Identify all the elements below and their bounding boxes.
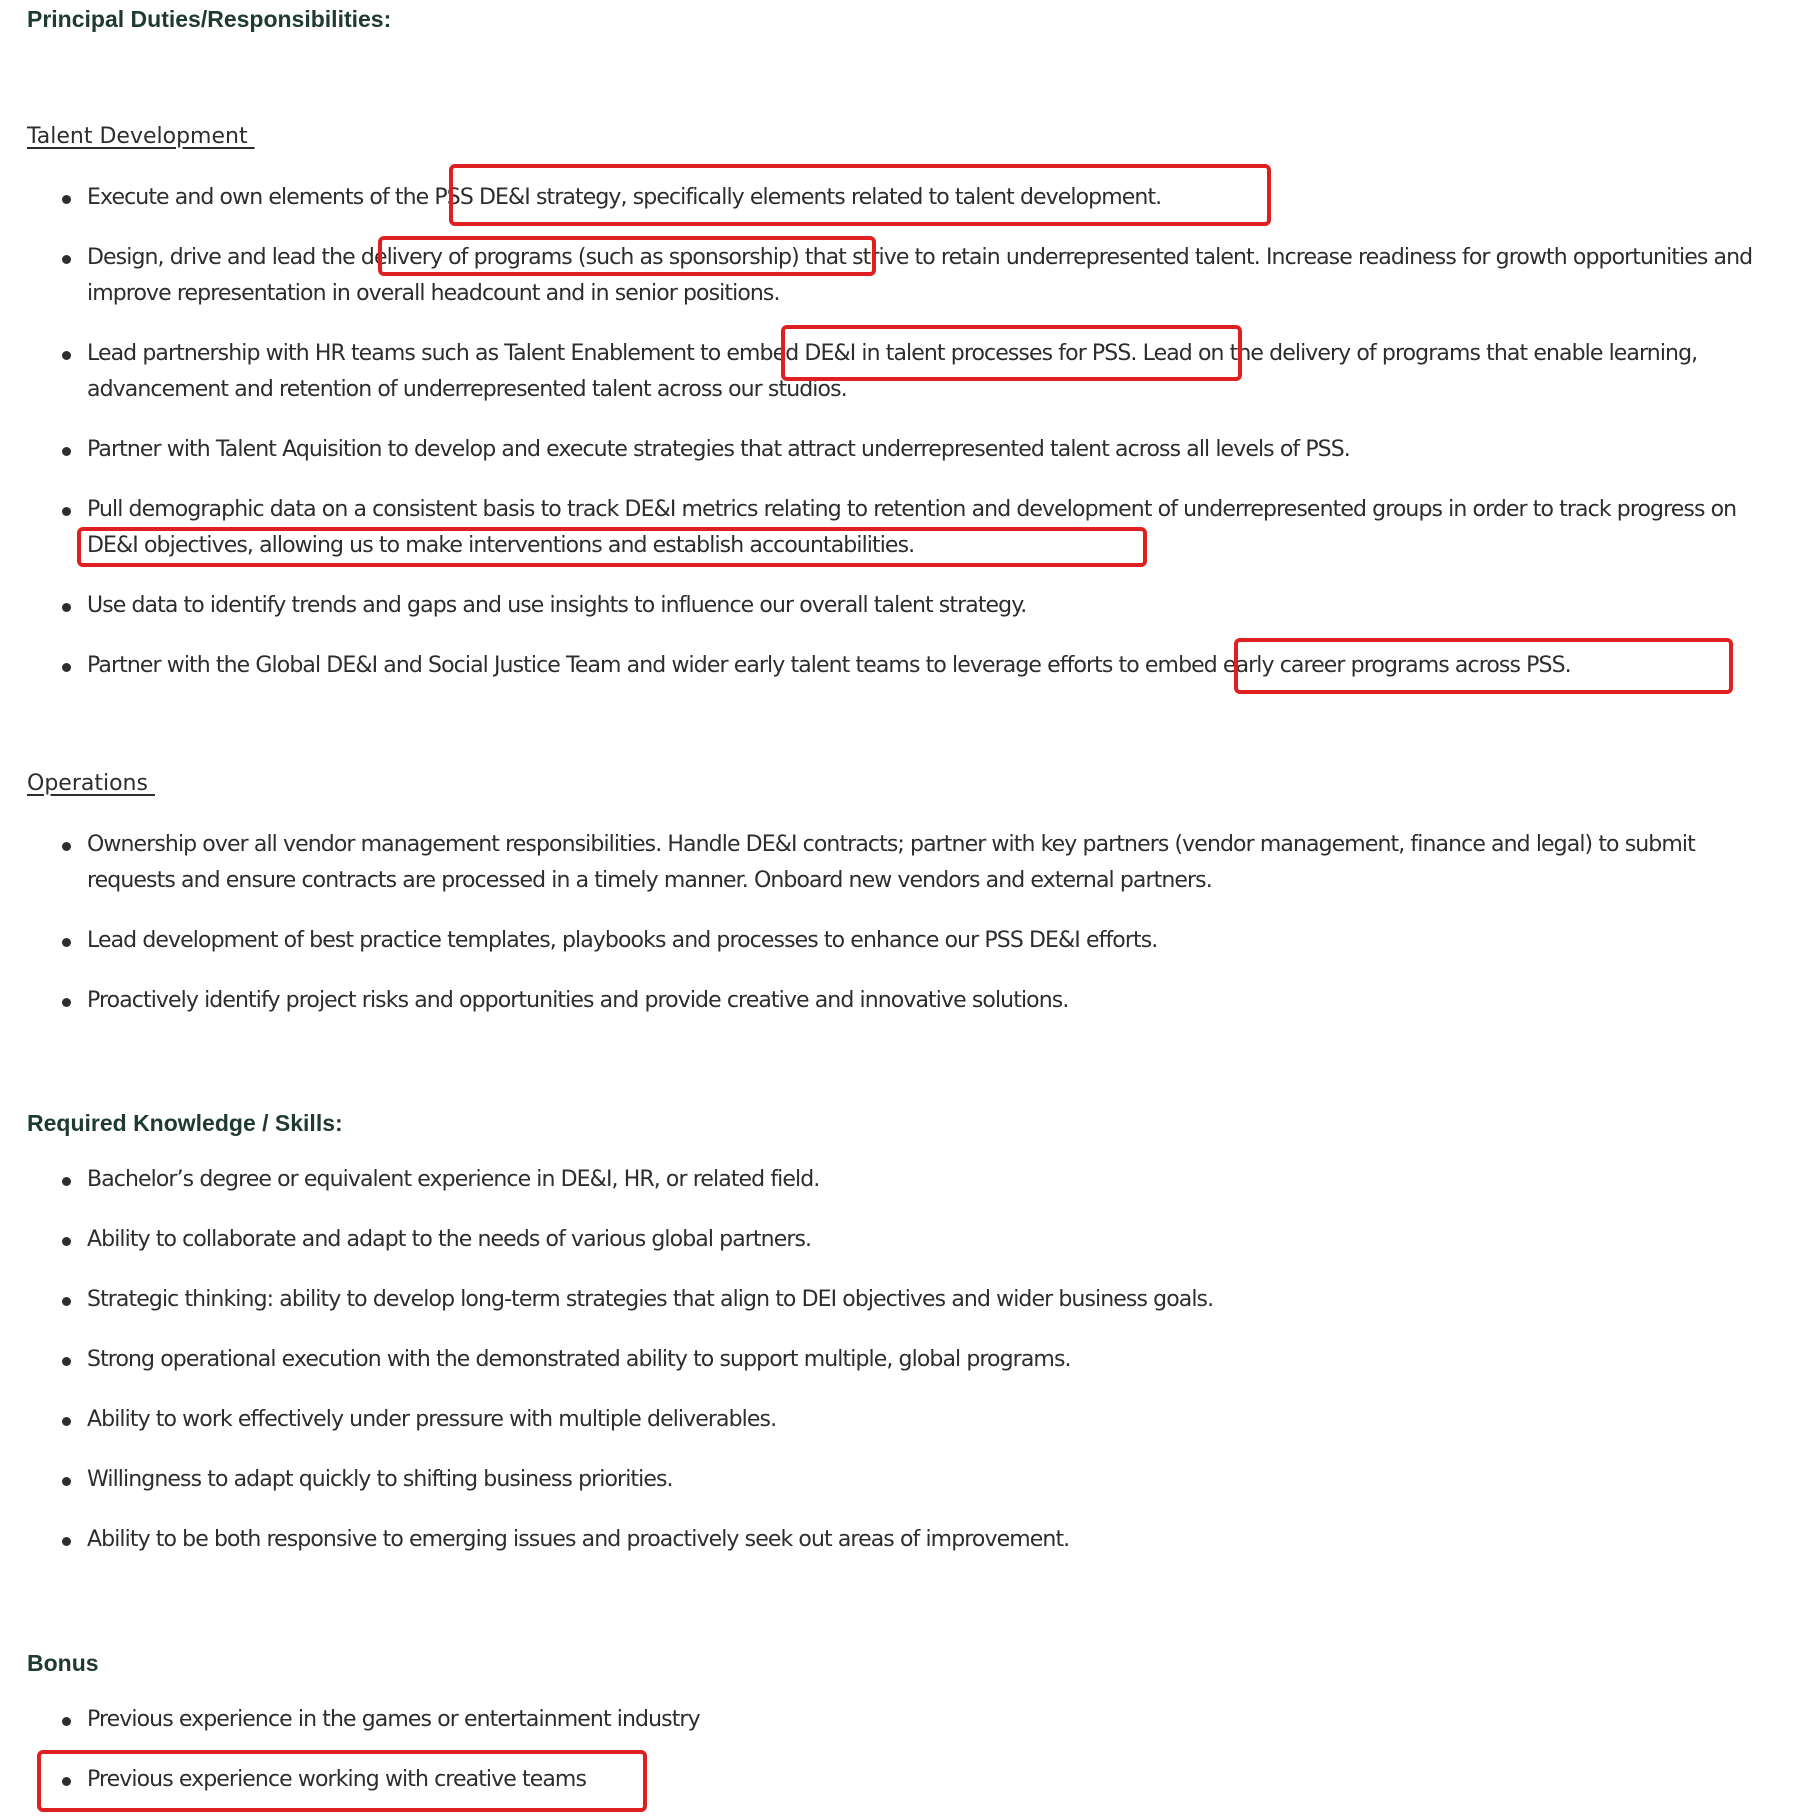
bullet-dot	[62, 255, 71, 264]
bullet-dot	[62, 1477, 71, 1486]
operations-item-1: Ownership over all vendor management responsibilities. Handle DE&I contracts; partner with key partners (vendor management, finance and legal) to submit requests and ensure contracts are processed in a timely manner. Onboard new vendors and external partners.	[87, 832, 1695, 893]
talent-item-6: Use data to identify trends and gaps and use insights to influence our overall talent strategy.	[87, 593, 1027, 618]
bullet-dot	[62, 938, 71, 947]
bullet-dot	[62, 447, 71, 456]
required-item-5: Ability to work effectively under pressure with multiple deliverables.	[87, 1407, 777, 1432]
bullet-dot	[62, 1537, 71, 1546]
bullet-dot	[62, 1237, 71, 1246]
bullet-dot	[62, 1357, 71, 1366]
required-item-3: Strategic thinking: ability to develop long-term strategies that align to DEI objectives and wider business goals.	[87, 1287, 1214, 1312]
bullet-dot	[62, 507, 71, 516]
required-item-4: Strong operational execution with the demonstrated ability to support multiple, global programs.	[87, 1347, 1071, 1372]
principal-duties-heading: Principal Duties/Responsibilities:	[27, 6, 392, 32]
talent-development-subheading: Talent Development	[27, 124, 255, 149]
bullet-dot	[62, 842, 71, 851]
talent-item-5: Pull demographic data on a consistent basis to track DE&I metrics relating to retention and development of underrepresented groups in order to track progress on DE&I objectives, allowing us to make interventions and establish accountabilities.	[87, 497, 1737, 558]
talent-item-2: Design, drive and lead the delivery of programs (such as sponsorship) that strive to retain underrepresented talent. Increase readiness for growth opportunities and improve representation in overall headcount and in senior positions.	[87, 245, 1753, 306]
required-item-2: Ability to collaborate and adapt to the needs of various global partners.	[87, 1227, 812, 1252]
bullet-dot	[62, 1297, 71, 1306]
talent-item-1: Execute and own elements of the PSS DE&I strategy, specifically elements related to talent development.	[87, 185, 1162, 210]
bullet-dot	[62, 1177, 71, 1186]
bullet-dot	[62, 663, 71, 672]
required-skills-heading: Required Knowledge / Skills:	[27, 1110, 343, 1136]
bonus-heading: Bonus	[27, 1650, 99, 1676]
operations-item-2: Lead development of best practice templates, playbooks and processes to enhance our PSS DE&I efforts.	[87, 928, 1158, 953]
bullet-dot	[62, 1777, 71, 1786]
bonus-item-1: Previous experience in the games or entertainment industry	[87, 1707, 700, 1732]
bullet-dot	[62, 1417, 71, 1426]
talent-item-4: Partner with Talent Aquisition to develop and execute strategies that attract underrepresented talent across all levels of PSS.	[87, 437, 1350, 462]
required-item-7: Ability to be both responsive to emerging issues and proactively seek out areas of improvement.	[87, 1527, 1070, 1552]
bullet-dot	[62, 603, 71, 612]
bullet-dot	[62, 1717, 71, 1726]
bullet-dot	[62, 998, 71, 1007]
operations-item-3: Proactively identify project risks and opportunities and provide creative and innovative solutions.	[87, 988, 1069, 1013]
talent-item-7: Partner with the Global DE&I and Social Justice Team and wider early talent teams to leverage efforts to embed early career programs across PSS.	[87, 653, 1571, 678]
operations-subheading: Operations	[27, 771, 155, 796]
talent-item-3: Lead partnership with HR teams such as Talent Enablement to embed DE&I in talent processes for PSS. Lead on the delivery of programs that enable learning, advancement and retention of underrepresented talent across our studios.	[87, 341, 1698, 402]
bullet-dot	[62, 195, 71, 204]
bullet-dot	[62, 351, 71, 360]
required-item-1: Bachelor’s degree or equivalent experience in DE&I, HR, or related field.	[87, 1167, 820, 1192]
bonus-item-2: Previous experience working with creative teams	[87, 1767, 587, 1792]
required-item-6: Willingness to adapt quickly to shifting business priorities.	[87, 1467, 673, 1492]
